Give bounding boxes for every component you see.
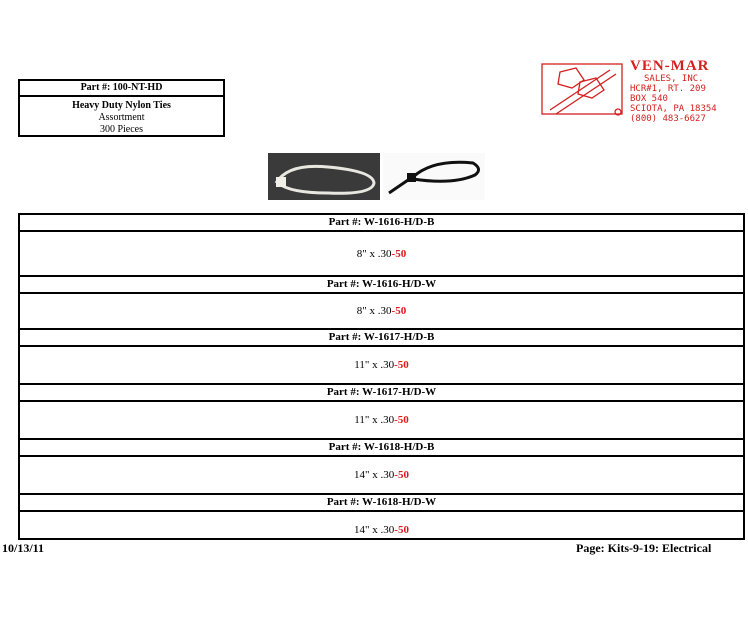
part-header-box	[18, 79, 225, 137]
table-row-size: 8" x .30 -50	[20, 232, 743, 277]
logo-sales: SALES, INC.	[644, 74, 704, 84]
logo-address1: HCR#1, RT. 209	[630, 84, 706, 94]
parts-table	[18, 213, 745, 540]
table-row-size: 8" x .30 -50	[20, 294, 743, 330]
table-row-part: Part #: W-1618-H/D-W	[20, 495, 743, 512]
logo-address3: SCIOTA, PA 18354	[630, 104, 717, 114]
product-line2: 300 Pieces	[99, 124, 144, 135]
table-row-part: Part #: W-1616-H/D-W	[20, 277, 743, 294]
table-row-size: 11" x .30 -50	[20, 402, 743, 440]
table-row-part: Part #: W-1618-H/D-B	[20, 440, 743, 457]
product-name: Heavy Duty Nylon Ties	[72, 100, 171, 111]
part-description	[20, 97, 223, 136]
table-row-part: Part #: W-1617-H/D-B	[20, 330, 743, 347]
product-line1: Assortment	[98, 112, 145, 123]
table-row-size: 11" x .30 -50	[20, 347, 743, 385]
table-row-size: 14" x .30 -50	[354, 524, 409, 536]
footer-page: Page: Kits-9-19: Electrical	[576, 541, 712, 555]
table-row-part: Part #: W-1616-H/D-B	[20, 215, 743, 232]
logo-phone: (800) 483-6627	[630, 114, 706, 124]
logo-address2: BOX 540	[630, 94, 668, 104]
part-number: Part #: 100-NT-HD	[20, 81, 223, 97]
table-row-size: 14" x .30 -50	[20, 457, 743, 495]
table-row-part: Part #: W-1617-H/D-W	[20, 385, 743, 402]
white-nylon-tie-image	[268, 153, 380, 200]
logo-brand: VEN-MAR	[630, 58, 710, 74]
logo-text	[630, 58, 717, 124]
black-nylon-tie-image	[383, 153, 485, 200]
footer-date: 10/13/11	[2, 541, 45, 555]
